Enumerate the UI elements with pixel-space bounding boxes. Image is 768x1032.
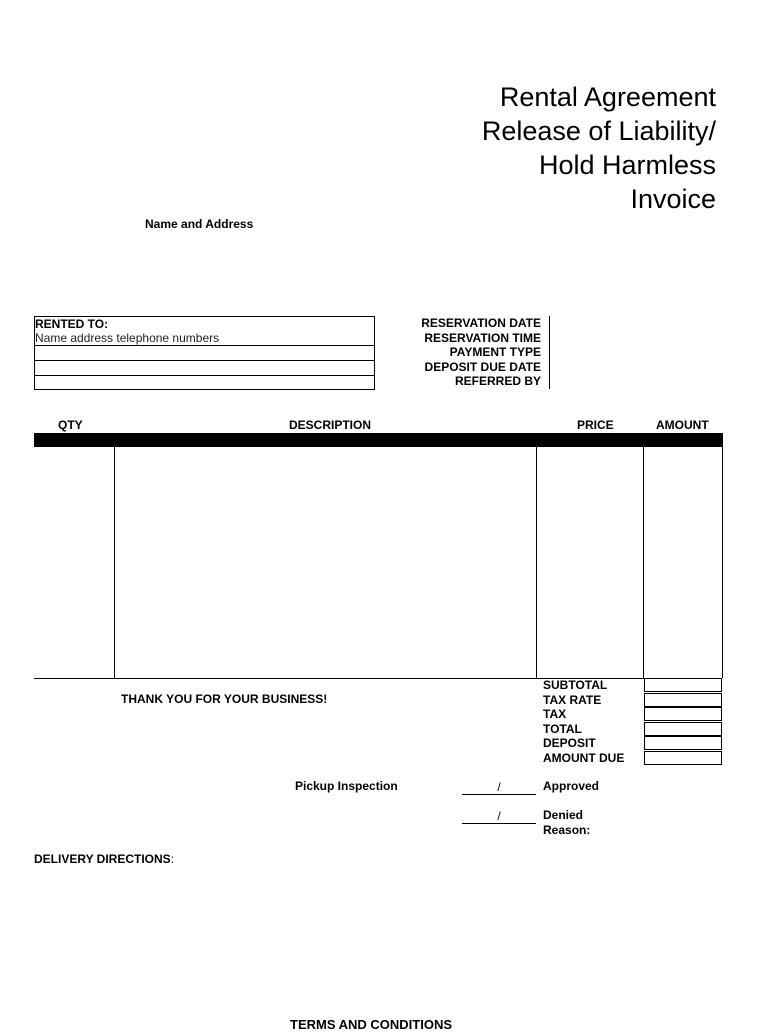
approved-date-field[interactable] bbox=[462, 780, 536, 795]
tax-rate-value[interactable] bbox=[644, 693, 722, 707]
title-line-1: Rental Agreement bbox=[499, 82, 716, 112]
approved-label: Approved bbox=[543, 779, 600, 793]
qty-header: QTY bbox=[58, 418, 83, 432]
denied-label: Denied bbox=[543, 808, 584, 822]
reservation-divider bbox=[549, 316, 550, 389]
rented-to-line-3 bbox=[35, 375, 374, 376]
reservation-date-label: RESERVATION DATE bbox=[421, 316, 541, 330]
description-column[interactable] bbox=[115, 447, 537, 678]
rented-to-value[interactable]: Name address telephone numbers bbox=[35, 331, 220, 345]
delivery-directions-label: DELIVERY DIRECTIONS bbox=[34, 852, 171, 866]
rented-to-label: RENTED TO: bbox=[35, 317, 109, 331]
rented-to-box bbox=[34, 316, 375, 390]
rented-to-line-1 bbox=[35, 345, 374, 346]
thank-you-message: THANK YOU FOR YOUR BUSINESS! bbox=[121, 692, 328, 706]
amount-due-label: AMOUNT DUE bbox=[543, 750, 625, 765]
amount-header: AMOUNT bbox=[656, 418, 709, 432]
tax-rate-label: TAX RATE bbox=[543, 692, 602, 707]
document-title bbox=[482, 80, 716, 216]
delivery-directions bbox=[34, 852, 174, 866]
rented-to-line-2 bbox=[35, 360, 374, 361]
tax-label: TAX bbox=[543, 707, 567, 721]
qty-column[interactable] bbox=[34, 447, 115, 678]
payment-type-label: PAYMENT TYPE bbox=[449, 345, 541, 359]
denied-date-field[interactable] bbox=[462, 809, 536, 824]
deposit-value[interactable] bbox=[644, 736, 722, 750]
delivery-directions-colon: : bbox=[170, 852, 175, 866]
description-header: DESCRIPTION bbox=[289, 418, 372, 432]
table-header-bar bbox=[34, 433, 723, 447]
title-line-2: Release of Liability/ bbox=[481, 116, 716, 146]
title-line-3: Hold Harmless bbox=[538, 150, 716, 180]
reason-label: Reason: bbox=[543, 822, 591, 837]
tax-value[interactable] bbox=[644, 707, 722, 721]
title-line-4: Invoice bbox=[630, 184, 716, 214]
referred-by-label: REFERRED BY bbox=[454, 374, 541, 388]
reservation-time-label: RESERVATION TIME bbox=[424, 330, 541, 345]
total-value[interactable] bbox=[644, 722, 722, 736]
price-header: PRICE bbox=[577, 418, 614, 432]
denied-date-slash: / bbox=[497, 809, 501, 823]
subtotal-label: SUBTOTAL bbox=[543, 678, 608, 692]
pickup-inspection-label: Pickup Inspection bbox=[295, 779, 398, 793]
price-column[interactable] bbox=[537, 447, 644, 678]
deposit-due-date-label: DEPOSIT DUE DATE bbox=[424, 359, 541, 374]
amount-due-value[interactable] bbox=[644, 751, 722, 765]
amount-column[interactable] bbox=[644, 447, 723, 678]
deposit-label: DEPOSIT bbox=[543, 736, 596, 750]
approved-date-slash: / bbox=[497, 780, 501, 794]
company-name-address: Name and Address bbox=[145, 217, 254, 231]
terms-heading: TERMS AND CONDITIONS bbox=[290, 1017, 453, 1032]
total-label: TOTAL bbox=[543, 721, 582, 736]
subtotal-value[interactable] bbox=[644, 678, 722, 692]
